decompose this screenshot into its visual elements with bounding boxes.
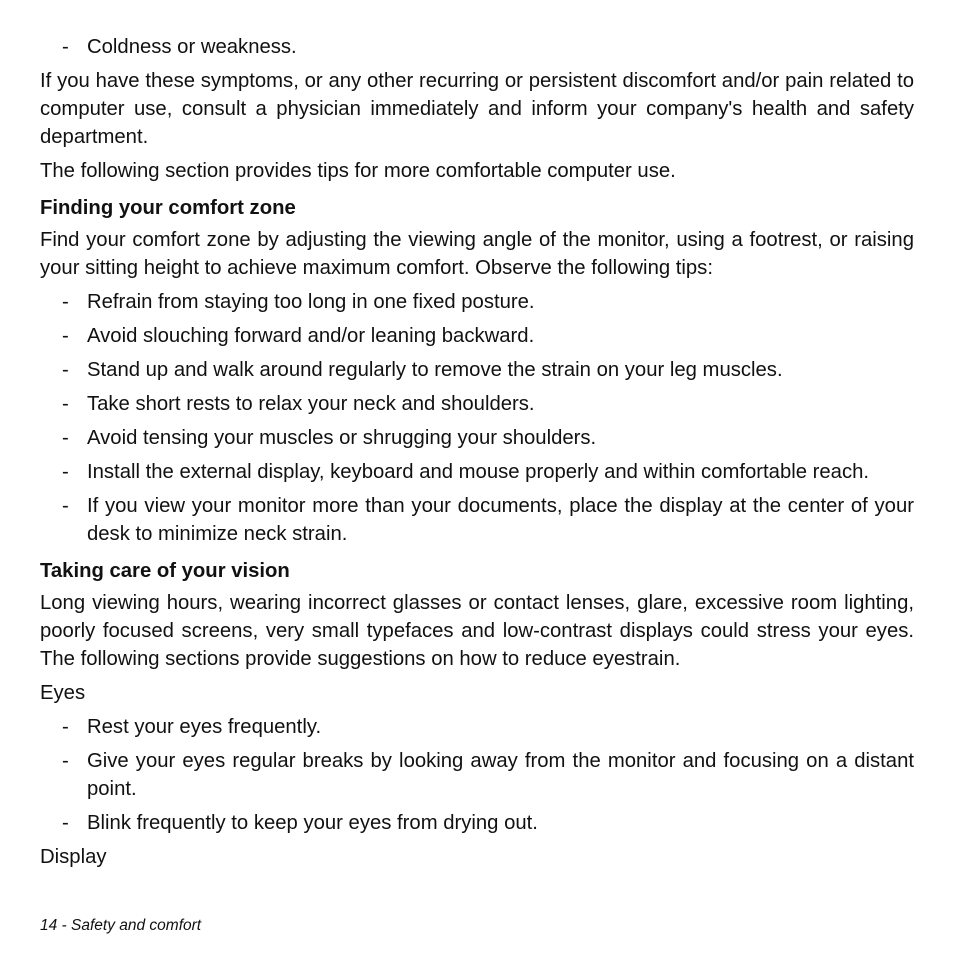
document-page (40, 33, 914, 877)
list-item (40, 322, 914, 350)
dash-marker: - (62, 325, 69, 347)
page-footer: 14 - Safety and comfort (40, 917, 202, 934)
dash-marker: - (62, 393, 69, 415)
subheading-eyes: Eyes (40, 682, 86, 704)
list-item-text: Blink frequently to keep your eyes from drying out. (87, 812, 538, 834)
list-item (40, 713, 914, 741)
symptom-list (40, 33, 914, 61)
list-item (40, 288, 914, 316)
list-item (40, 809, 914, 837)
list-item (40, 33, 914, 61)
list-item-text: Avoid tensing your muscles or shrugging your shoulders. (87, 427, 597, 449)
dash-marker: - (62, 427, 69, 449)
list-item-text: Take short rests to relax your neck and shoulders. (87, 393, 535, 415)
list-item-text: Install the external display, keyboard and mouse properly and within comfortable reach. (87, 461, 870, 483)
list-item (40, 747, 914, 803)
list-item (40, 390, 914, 418)
dash-marker: - (62, 716, 69, 738)
dash-marker: - (62, 359, 69, 381)
list-item-text: If you view your monitor more than your documents, place the display at the center of your desk to minimize neck strain. (87, 495, 914, 545)
list-item-text: Give your eyes regular breaks by looking away from the monitor and focusing on a distant point. (87, 750, 914, 800)
dash-marker: - (62, 812, 69, 834)
list-item-text: Coldness or weakness. (87, 36, 297, 58)
heading-vision: Taking care of your vision (40, 560, 290, 582)
heading-comfort-zone: Finding your comfort zone (40, 197, 296, 219)
list-item-text: Avoid slouching forward and/or leaning backward. (87, 325, 535, 347)
paragraph-section-intro: The following section provides tips for more comfortable computer use. (40, 160, 676, 182)
dash-marker: - (62, 461, 69, 483)
list-item-text: Rest your eyes frequently. (87, 716, 322, 738)
dash-marker: - (62, 750, 69, 772)
dash-marker: - (62, 291, 69, 313)
subheading-display: Display (40, 846, 107, 868)
list-item (40, 458, 914, 486)
dash-marker: - (62, 36, 69, 58)
list-item-text: Refrain from staying too long in one fixed posture. (87, 291, 535, 313)
paragraph-comfort-intro: Find your comfort zone by adjusting the viewing angle of the monitor, using a footrest, or raising your sitting height to achieve maximum comfort. Observe the following tips: (40, 229, 914, 279)
list-item (40, 492, 914, 548)
list-item-text: Stand up and walk around regularly to remove the strain on your leg muscles. (87, 359, 783, 381)
paragraph-symptoms: If you have these symptoms, or any other recurring or persistent discomfort and/or pain related to computer use, consult a physician immediately and inform your company's health and safety department. (40, 70, 914, 148)
comfort-tips-list (40, 288, 914, 548)
paragraph-vision-intro: Long viewing hours, wearing incorrect glasses or contact lenses, glare, excessive room lighting, poorly focused screens, very small typefaces and low-contrast displays could stress your eyes. The following sections provide suggestions on how to reduce eyestrain. (40, 592, 914, 670)
list-item (40, 356, 914, 384)
list-item (40, 424, 914, 452)
dash-marker: - (62, 495, 69, 517)
eyes-tips-list (40, 713, 914, 837)
